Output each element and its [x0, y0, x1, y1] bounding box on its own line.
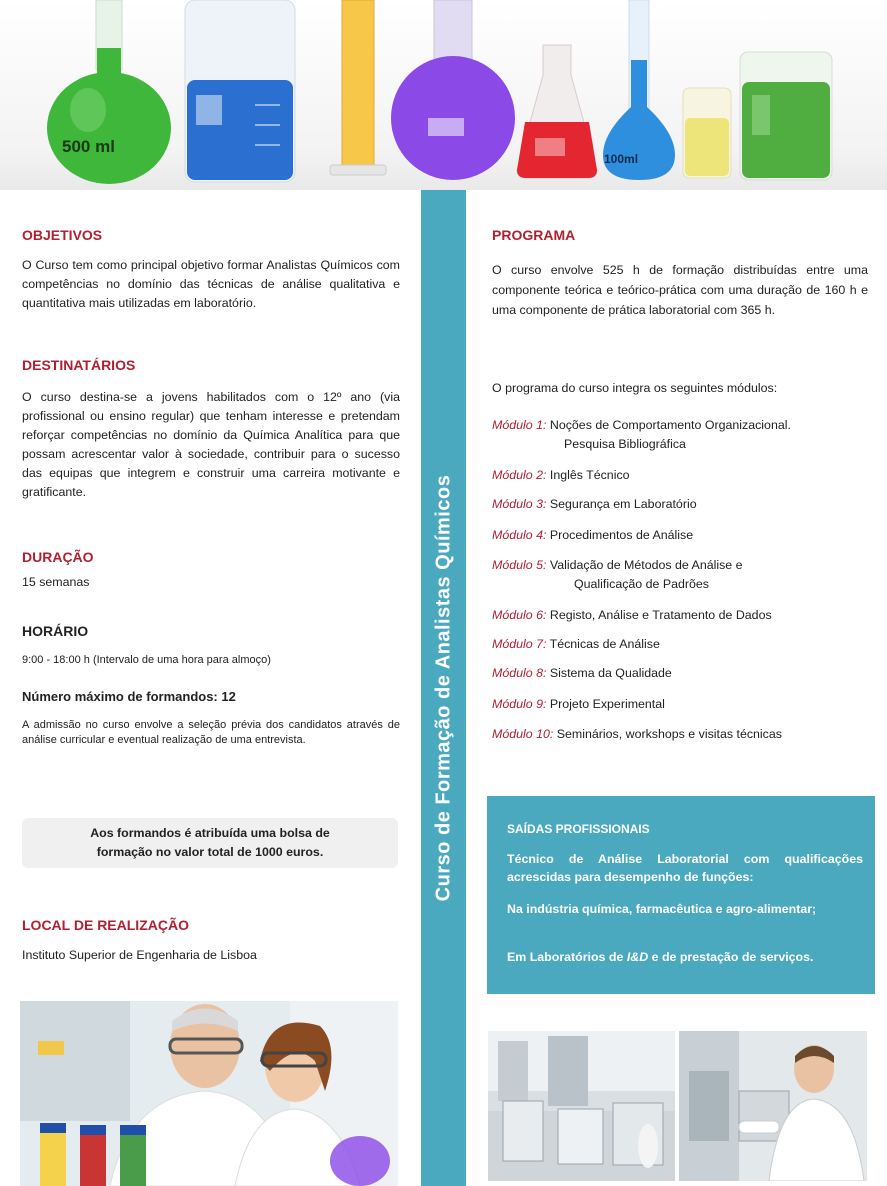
side-title-band [421, 190, 466, 1186]
duracao-heading: DURAÇÃO [22, 549, 94, 565]
saidas-line-1: Técnico de Análise Laboratorial com qualificações acrescidas para desempenho de funções: [507, 852, 863, 884]
objetivos-text: O Curso tem como principal objetivo formar Analistas Químicos com competências no domínio das técnicas de análise qualitativa e quantitativa mais utilizadas em laboratório. [22, 258, 400, 310]
module-title: Inglês Técnico [549, 468, 630, 482]
module-title: Noções de Comportamento Organizacional. [549, 418, 791, 432]
module-label: Módulo 9: [492, 697, 547, 711]
duracao-text: 15 semanas [22, 575, 90, 589]
module-title: Projeto Experimental [549, 697, 665, 711]
module-item-9 [492, 695, 665, 714]
header-banner-image [0, 0, 887, 190]
module-label: Módulo 6: [492, 608, 547, 622]
module-title: Seminários, workshops e visitas técnicas [556, 727, 782, 741]
module-item-10 [492, 725, 782, 744]
saidas-heading: SAÍDAS PROFISSIONAIS [507, 822, 650, 836]
destinatarios-text: O curso destina-se a jovens habilitados com o 12º ano (via profissional ou ensino regular) que tenham interesse e pretendam reforçar competências no domínio da Química Analítica para que possam acrescentar valor à sociedade, contribuir para o sucesso das equipas que integrem e construir uma carreira motivante e gratificante. [22, 390, 400, 499]
module-title: Sistema da Qualidade [549, 666, 672, 680]
flask-label-500: 500 ml [62, 137, 115, 156]
course-title-vertical: Curso de Formação de Analistas Químicos [432, 474, 454, 902]
module-title: Validação de Métodos de Análise e [549, 558, 743, 572]
module-title-cont: Qualificação de Padrões [574, 577, 710, 591]
horario-time: 9:00 - 18:00 h [22, 654, 90, 666]
module-label: Módulo 3: [492, 497, 547, 511]
module-item-7 [492, 635, 660, 654]
lab-technician-photo [679, 1031, 867, 1181]
objetivos-heading: OBJETIVOS [22, 227, 103, 243]
module-item-6 [492, 606, 772, 625]
module-label: Módulo 4: [492, 528, 547, 542]
local-text: Instituto Superior de Engenharia de Lisboa [22, 948, 257, 962]
bolsa-callout [22, 818, 398, 868]
flask-label-100: 100ml [604, 152, 639, 166]
bolsa-line-2: formação no valor total de 1000 euros. [96, 845, 324, 859]
local-heading: LOCAL DE REALIZAÇÃO [22, 917, 189, 933]
module-label: Módulo 2: [492, 468, 547, 482]
horario-text [22, 651, 400, 670]
saidas-line-3-b: I&D [626, 950, 649, 964]
programa-modules-intro: O programa do curso integra os seguintes módulos: [492, 381, 778, 395]
saidas-profissionais-box [487, 796, 875, 994]
module-title: Técnicas de Análise [549, 637, 660, 651]
module-label: Módulo 5: [492, 558, 547, 572]
horario-heading: HORÁRIO [22, 623, 89, 639]
module-label: Módulo 7: [492, 637, 547, 651]
formandos-heading: Número máximo de formandos: 12 [22, 689, 236, 704]
module-title: Registo, Análise e Tratamento de Dados [549, 608, 772, 622]
horario-note: (Intervalo de uma hora para almoço) [92, 654, 271, 666]
module-label: Módulo 1: [492, 418, 547, 432]
saidas-line-3-a: Em Laboratórios de [507, 950, 624, 964]
programa-heading: PROGRAMA [492, 227, 576, 243]
saidas-line-2: Na indústria química, farmacêutica e agro-alimentar; [507, 902, 817, 916]
formandos-text: A admissão no curso envolve a seleção prévia dos candidatos através de análise curricular e eventual realização de uma entrevista. [22, 719, 400, 746]
programa-intro: O curso envolve 525 h de formação distribuídas entre uma componente teórica e teórico-prática com uma duração de 160 h e uma componente de prática laboratorial com 365 h. [492, 263, 868, 317]
module-item-1 [492, 416, 791, 454]
bolsa-line-1: Aos formandos é atribuída uma bolsa de [90, 826, 330, 840]
lab-scientists-photo [20, 1001, 398, 1186]
module-title: Segurança em Laboratório [549, 497, 697, 511]
module-item-3 [492, 495, 697, 514]
module-item-5 [492, 556, 743, 594]
lab-equipment-photo [488, 1031, 675, 1181]
module-item-4 [492, 526, 693, 545]
glassware-illustration [0, 0, 887, 190]
saidas-line-3 [507, 948, 863, 966]
module-title-cont: Pesquisa Bibliográfica [564, 437, 686, 451]
module-item-2 [492, 466, 630, 485]
module-label: Módulo 10: [492, 727, 554, 741]
module-item-8 [492, 664, 672, 683]
module-label: Módulo 8: [492, 666, 547, 680]
saidas-line-3-c: e de prestação de serviços. [651, 950, 814, 964]
destinatarios-heading: DESTINATÁRIOS [22, 357, 136, 373]
module-title: Procedimentos de Análise [549, 528, 694, 542]
